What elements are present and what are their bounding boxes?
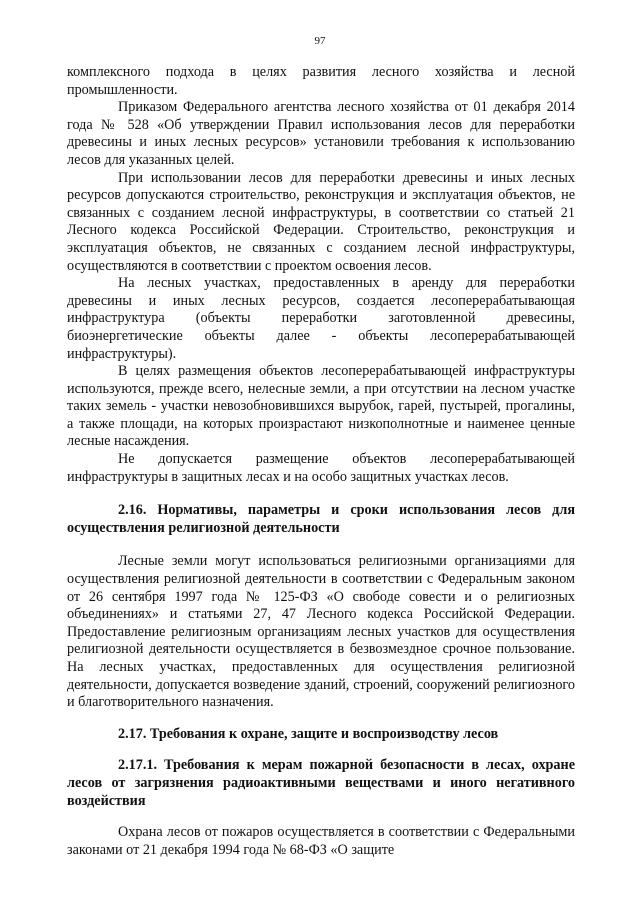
paragraph: Лесные земли могут использоваться религиозными организациями для осуществления религиозной деятельности в соответствии с Федеральным законом от 26 сентября 1997 года № 125-ФЗ «О свободе совести и о религиозных объединениях» и статьями 27, 47 Лесного кодекса Российской Федерации. Предоставление религиозным организациям лесных участков для осуществления религиозной деятельности осуществляется в безвозмездное срочное пользование. На лесных участках, предоставленных для осуществления религиозной деятельности, допускается возведение зданий, строений, сооружений религиозного и благотворительного назначения. — [67, 553, 575, 711]
document-body — [67, 64, 575, 859]
section-heading-2-16: 2.16. Нормативы, параметры и сроки использования лесов для осуществления религиозной деятельности — [67, 502, 575, 536]
paragraph: При использовании лесов для переработки древесины и иных лесных ресурсов допускаются строительство, реконструкция и эксплуатация объектов, не связанных с созданием лесной инфраструктуры, в соответствии со статьей 21 Лесного кодекса Российской Федерации. Строительство, реконструкция и эксплуатация объектов, не связанных с созданием лесной инфраструктуры, осуществляются в соответствии с проектом освоения лесов. — [67, 169, 575, 274]
section-heading-2-17-1: 2.17.1. Требования к мерам пожарной безопасности в лесах, охране лесов от загрязнения радиоактивными веществами и иного негативного воздействия — [67, 757, 575, 809]
paragraph: Не допускается размещение объектов лесоперерабатывающей инфраструктуры в защитных лесах и на особо защитных участках лесов. — [67, 451, 575, 485]
paragraph: Приказом Федерального агентства лесного хозяйства от 01 декабря 2014 года № 528 «Об утверждении Правил использования лесов для переработки древесины и иных лесных ресурсов» установили требования к использованию лесов для указанных целей. — [67, 99, 575, 168]
paragraph: комплексного подхода в целях развития лесного хозяйства и лесной промышленности. — [67, 64, 575, 98]
section-heading-2-17: 2.17. Требования к охране, защите и воспроизводству лесов — [118, 725, 499, 742]
paragraph: На лесных участках, предоставленных в аренду для переработки древесины и иных лесных ресурсов, создается лесоперерабатывающая инфраструктура (объекты переработки заготовленной древесины, биоэнергетические объекты далее - объекты лесоперерабатывающей инфраструктуры). — [67, 275, 575, 362]
paragraph: В целях размещения объектов лесоперерабатывающей инфраструктуры используются, прежде всего, нелесные земли, а при отсутствии на лесном участке таких земель - участки невозобновившихся вырубок, гарей, пустырей, прогалины, а также площади, на которых произрастают низкополнотные и наименее ценные лесные насаждения. — [67, 363, 575, 450]
paragraph: Охрана лесов от пожаров осуществляется в соответствии с Федеральными законами от 21 декабря 1994 года № 68-ФЗ «О защите — [67, 824, 575, 858]
page-number: 97 — [314, 35, 326, 47]
